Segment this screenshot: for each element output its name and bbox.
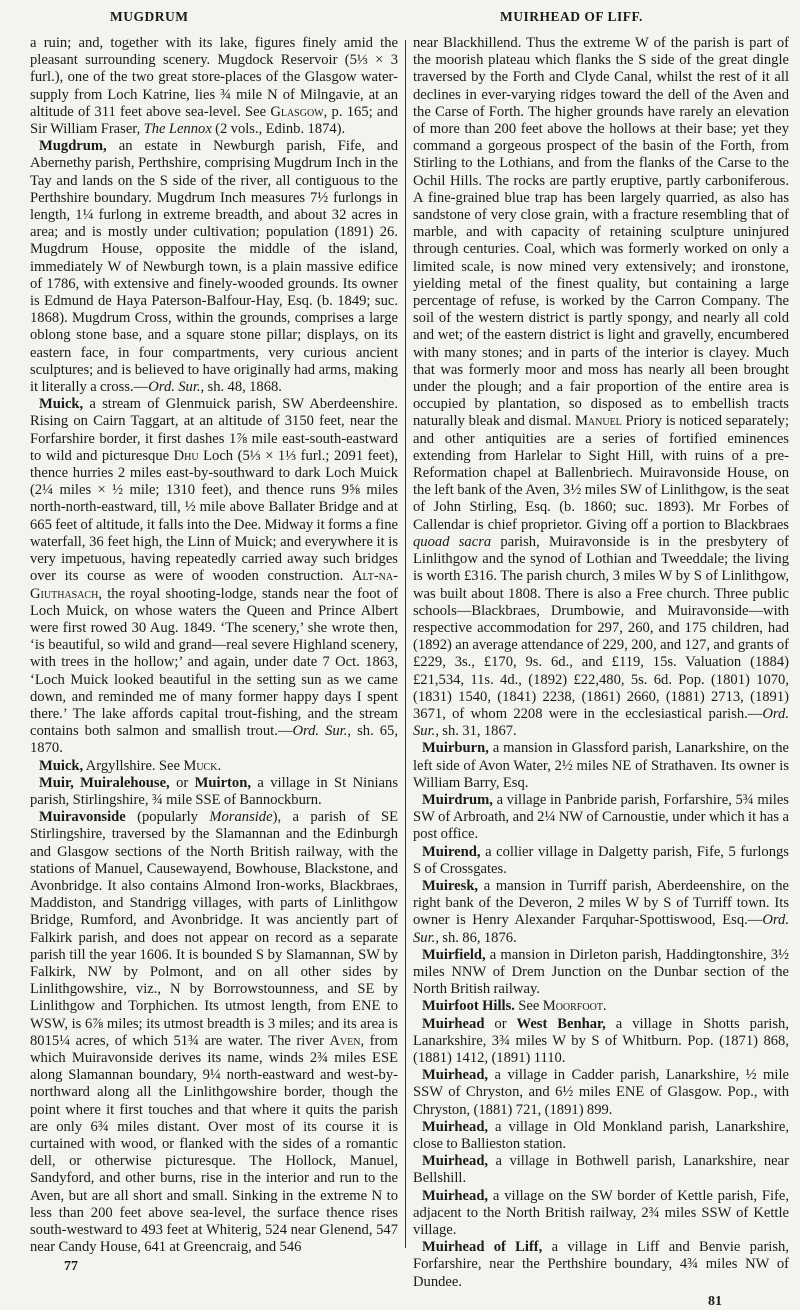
entry-headword: Muirfield, <box>422 946 486 963</box>
entry-text: (popularly <box>125 809 210 826</box>
italic-text: Moranside <box>209 809 273 826</box>
gazetteer-entry <box>413 1119 789 1153</box>
page-number-right: 81 <box>708 1293 722 1309</box>
entry-headword: Muirhead, <box>422 1187 489 1204</box>
italic-text: Ord. Sur. <box>148 379 201 396</box>
page-number-left: 77 <box>64 1259 78 1275</box>
gazetteer-entry <box>413 1239 789 1291</box>
text-column-left <box>30 35 398 1275</box>
entry-headword: Muiravonside <box>39 809 126 826</box>
running-header-right: MUIRHEAD OF LIFF. <box>500 9 643 24</box>
entry-text: a village in St Ninians parish, Stirlingshire, ¾ mile SSE of Bannockburn. <box>30 774 398 808</box>
entry-text: (2 vols., Edinb. 1874). <box>211 121 346 138</box>
entry-headword: Muirhead, <box>422 1067 489 1084</box>
gazetteer-entry <box>413 947 789 999</box>
italic-text: The Lennox <box>143 121 212 138</box>
entry-headword: Muir, Muiralehouse, <box>39 774 170 791</box>
cross-reference: Manuel <box>574 413 622 430</box>
gazetteer-entry <box>30 758 398 775</box>
italic-text: Ord. Sur. <box>292 723 348 740</box>
cross-reference: Moorfoot <box>542 998 603 1015</box>
gazetteer-entry <box>413 1016 789 1068</box>
entry-text: a mansion in Glassford parish, Lanarkshire, on the left side of Avon Water, 2½ miles NE of Strathaven. Its owner is William Barry, Esq. <box>413 740 789 791</box>
entry-text: a village on the SW border of Kettle parish, Fife, adjacent to the North British railway, 2¾ miles SSW of Kettle village. <box>413 1187 789 1239</box>
gazetteer-entry <box>30 396 398 757</box>
entry-text: a stream of Glenmuick parish, SW Aberdeenshire. Rising on Cairn Taggart, at an altitude of 3150 feet, near the Forfarshire border, it first dashes 1⅞ mile east-south-eastward to wild and picturesque <box>30 396 398 464</box>
entry-headword: Mugdrum, <box>39 138 107 155</box>
entry-text: a village in Liff and Benvie parish, Forfarshire, near the Perthshire boundary, 4¾ miles NW of Dundee. <box>413 1239 789 1290</box>
entry-text: Argyllshire. See <box>83 757 184 774</box>
italic-text: Ord. Sur. <box>413 912 789 946</box>
entry-text: a mansion in Turriff parish, Aberdeenshire, on the right bank of the Deveron, 2 miles W by S of Turriff town. Its owner is Henry Alexander Farquhar-Spottiswood, Esq.— <box>413 877 789 929</box>
gazetteer-entry <box>413 998 789 1015</box>
gazetteer-entry <box>413 740 789 792</box>
entry-text: parish, Muiravonside is in the presbytery of Linlithgow and the synod of Lothian and Tweeddale; the living is worth £316. The parish church, 3 miles W by S of Linlithgow, was built about 1808. There is also a Free church. Three public schools—Blackbraes, Drumbowie, and Muiravonside—with respective accommodation for 297, 260, and 175 children, had (1892) an average attendance of 229, 200, and 127, and grants of £229, 3s., £170, 9s. 6d., and £119, 15s. Valuation (1884) £21,534, 11s. 4d., (1892) £22,480, 5s. 6d. Pop. (1801) 1070, (1831) 1540, (1841) 2238, (1861) 2660, (1881) 2713, (1891) 3671, of whom 2208 were in the ecclesiastical parish.— <box>413 533 790 722</box>
entry-text: , sh. 48, 1868. <box>200 379 282 396</box>
entry-headword: Muirhead <box>422 1015 485 1032</box>
gazetteer-entry <box>30 775 398 809</box>
entry-headword: Muirhead, <box>422 1153 489 1170</box>
entry-headword: Muirburn, <box>422 740 489 757</box>
entry-text: ), a parish of SE Stirlingshire, traversed by the Slamannan and the Edinburgh and Glasgow sections of the North British railway, with the stations of Manuel, Causewayend, Bowhouse, Blackstone, and Avonbridge. It also contains Almond Iron-works, Blackbraes, Maddiston, and Standrigg villages, with parts of Linlithgow Bridge, Rumford, and Avonbridge. It was anciently part of Falkirk parish, and does not appear on record as a separate parish till the year 1606. It is bounded S by Slamannan, SW by Falkirk, NW by Polmont, and on all other sides by Linlithgowshire, viz., N by Borrowstounness, and SE by Linlithgow and Torphichen. Its utmost length, from ENE to WSW, is 6⅞ miles; its utmost breadth is 3 miles; and its area is 8015¼ acres, of which 51¾ are water. The river <box>30 809 398 1049</box>
entry-text: a ruin; and, together with its lake, figures finely amid the pleasant surrounding scenery. Mugdock Reservoir (5⅓ × 3 furl.), one of the two great store-places of the Glasgow water-supply from Loch Katrine, lies ¾ mile N of Milngavie, at an altitude of 311 feet above sea-level. See <box>30 35 398 120</box>
entry-text: a mansion in Dirleton parish, Haddingtonshire, 3½ miles NNW of Drem Junction on the Dunbar section of the North British railway. <box>413 946 789 998</box>
gazetteer-entry <box>413 792 789 844</box>
entry-text: a village in Shotts parish, Lanarkshire, 3¾ miles W by S of Whitburn. Pop. (1871) 868, (1881) 1412, (1891) 1110. <box>413 1015 789 1066</box>
entry-text: , sh. 31, 1867. <box>435 723 517 740</box>
entry-text: an estate in Newburgh parish, Fife, and Abernethy parish, Perthshire, comprising Mugdrum Inch in the Tay and lands on the S side of the river, all contiguous to the Perthshire boundary. Mugdrum Inch measures 7½ furlongs in length, 1¼ furlong in extreme breadth, and about 32 acres in area; and is mostly under cultivation; population (1891) 26. Mugdrum House, opposite the middle of the island, immediately W of Newburgh town, is a plain massive edifice of 1786, with extensive and finely-wooded grounds. Its owner is Edmund de Haya Paterson-Balfour-Hay, Esq. (b. 1849; suc. 1868). Mugdrum Cross, within the grounds, comprises a large oblong stone base, and a square stone pillar; displays, on its eastern face, in four compartments, very curious ancient sculptures; and is believed to have originally had arms, making it literally a cross.— <box>30 138 398 396</box>
entry-text: . <box>602 998 607 1015</box>
italic-text: quoad sacra <box>413 533 492 550</box>
cross-reference: Aven <box>329 1032 361 1049</box>
continued-paragraph <box>413 35 789 740</box>
entry-text: a village in Old Monkland parish, Lanarkshire, close to Ballieston station. <box>413 1118 789 1152</box>
entry-headword: Muirhead of Liff, <box>422 1239 543 1256</box>
italic-text: Ord. Sur. <box>413 705 789 740</box>
entry-text: Priory is noticed separately; and other antiquities are a series of fortified eminences extending from Harlelar to Sight Hill, with ruins of a pre-Reformation chapel at Ballenbriech. Muiravonside House, on the left bank of the Aven, 3½ miles SW of Linlithgow, is the seat of John Stirling, Esq. (b. 1860; suc. 1893). Mr Forbes of Callendar is chief proprietor. Giving off a portion to Blackbraes <box>413 413 789 533</box>
gazetteer-entry <box>30 809 398 1256</box>
column-divider <box>405 40 406 1248</box>
gazetteer-entry <box>413 1153 789 1187</box>
cross-reference: Dhu <box>173 447 199 464</box>
gazetteer-entry <box>413 1188 789 1240</box>
gazetteer-entry <box>30 138 398 396</box>
text-column-right <box>413 35 789 1310</box>
running-header-left: MUGDRUM <box>110 9 189 24</box>
entry-headword: Muiresk, <box>422 877 479 894</box>
entry-text: , p. 165; and Sir William Fraser, <box>30 103 398 138</box>
gazetteer-entry <box>413 878 789 947</box>
entry-text: or <box>484 1015 517 1032</box>
entry-text: . <box>217 757 222 774</box>
entry-headword: Muirfoot Hills. <box>422 998 515 1015</box>
entry-text: , sh. 65, 1870. <box>30 723 398 757</box>
entry-headword: Muick, <box>39 757 84 774</box>
entry-headword: Muirend, <box>422 843 481 860</box>
gazetteer-entry <box>413 1067 789 1119</box>
entry-text: a collier village in Dalgetty parish, Fife, 5 furlongs S of Crossgates. <box>413 843 789 877</box>
entry-text: Loch (5⅓ × 1⅓ furl.; 2091 feet), thence hurries 2 miles east-by-southward to dark Loch Muick (2¼ miles × ½ mile; 1310 feet), and thence runs 9⅝ miles north-north-eastward, till, ½ mile above Ballater Bridge and at 665 feet of altitude, it falls into the Dee. Midway it forms a fine waterfall, 36 feet high, the Linn of Muick; and everywhere it is very impetuous, having repeatedly carried away such bridges over its course as were of wooden construction. <box>30 447 399 585</box>
entry-headword: Muirton, <box>194 774 251 791</box>
entry-text: See <box>514 998 543 1015</box>
cross-reference: Alt-na-Giuthasach <box>30 568 398 602</box>
entry-text: , the royal shooting-lodge, stands near the foot of Loch Muick, on whose waters the Queen and Prince Albert were first rowed 30 Aug. 1849. ‘The scenery,’ she wrote then, ‘is beautiful, so wild and grand—real severe Highland scenery, with trees in the hollow;’ and again, under date 7 Oct. 1863, ‘Loch Muick looked beautiful in the setting sun as we came down, and reminded me of many former happy days I spent there.’ The lake affords capital trout-fishing, and the stream contains both salmon and smallish trout.— <box>30 585 398 740</box>
entry-text: , from which Muiravonside derives its name, winds 2¾ miles ESE along Slamannan boundary, 9¼ north-eastward and west-by-northward along all the Linlithgowshire border, though the point where it first touches and that where it quits the parish are only 6¾ miles distant. Over most of its course it is curtained with wood, or flanked with the sides of a romantic dell, or otherwise picturesque. The Hollock, Manuel, Sandyford, and other burns, rise in the interior and run to the Aven, but are all short and small. Sinking in the extreme N to less than 200 feet above sea-level, the surface thence rises south-westward to 493 feet at Whiterig, 524 near Glenend, 547 near Candy House, 641 at Greencraig, and 546 <box>30 1032 398 1256</box>
cross-reference: Muck <box>183 757 218 774</box>
gazetteer-entry <box>413 844 789 878</box>
entry-headword: Muick, <box>39 396 84 413</box>
continued-paragraph <box>30 35 398 138</box>
entry-headword: West Benhar, <box>516 1015 606 1032</box>
entry-text: or <box>169 774 195 791</box>
cross-reference: Glasgow <box>270 103 324 120</box>
entry-text: a village in Bothwell parish, Lanarkshire, near Bellshill. <box>413 1153 789 1187</box>
entry-headword: Muirdrum, <box>422 791 493 808</box>
entry-text: , sh. 86, 1876. <box>435 929 517 946</box>
entry-text: a village in Panbride parish, Forfarshire, 5¾ miles SW of Arbroath, and 2¼ NW of Carnoustie, under which it has a post office. <box>413 791 789 843</box>
entry-headword: Muirhead, <box>422 1118 489 1135</box>
entry-text: near Blackhillend. Thus the extreme W of the parish is part of the moorish plateau which flanks the S side of the great dingle traversed by the Forth and Clyde Canal, whilst the rest of it all declines in ever-varying ridges toward the dell of the Aven and the Carse of Forth. The higher grounds have rarely an elevation of more than 200 feet above the hollows at their base; yet they command a gorgeous prospect of the basin of the Forth, from Stirling to the Lothians, and from the flanks of the Carse to the Ochil Hills. The rocks are partly eruptive, partly carboniferous. A fine-grained blue trap has been largely quarried, as also has sandstone of very close grain, with a fracture resembling that of marble, and with capacity of retaining sculpture uninjured through centuries. Coal, which was formerly worked on only a limited scale, is now mined very extensively; and ironstone, yielding metal of the finest quality, but containing a large percentage of refuse, is worked by the Carron Company. The soil of the western district is partly spongy, and nearly all cold and wet; of the eastern district is light and gravelly, encumbered with many stones; and in parts of the interior is clayey. Much that was formerly moor and moss has nearly all been brought under the plough; and a fair proportion of the entire area is occupied by plantation, so disposed as to embellish tracts naturally bleak and dismal. <box>413 35 789 430</box>
entry-text: a village in Cadder parish, Lanarkshire, ½ mile SSW of Chryston, and 6½ miles ENE of Glasgow. Pop., with Chryston, (1881) 721, (1891) 899. <box>413 1067 789 1118</box>
